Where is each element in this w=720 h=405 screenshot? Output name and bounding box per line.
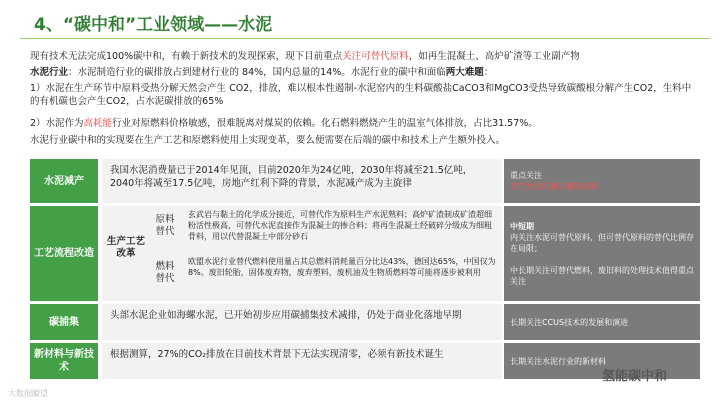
row-label-reduction: 水泥减产 xyxy=(30,159,98,203)
sub-title-process-reform: 生产工艺改革 xyxy=(106,236,145,259)
table-row xyxy=(30,343,700,379)
title-divider xyxy=(20,38,710,39)
paragraph-problem-1: 1）水泥在生产环节中原料受热分解天然会产生 CO2，排放，难以根本性遏制-水泥窑内的生料碳酸盐CaCO3和MgCO3受热导致碳酸根分解产生CO2，生料中的有机碳也会产生CO2，占水泥碳排放的65% xyxy=(30,83,692,107)
paragraph-industry: 水泥行业：水泥制造行业的碳排放占到建材行业的 84%，国内总量的14%。水泥行业的碳中和面临两大难题： xyxy=(30,67,494,78)
row-label-capture: 碳捕集 xyxy=(30,304,98,340)
intro-line-1: 现有技术无法完成100%碳中和，有赖于新技术的发现探索，现下目前重点关注可替代原料，如再生混凝土、高炉矿渣等工业副产物 xyxy=(30,51,580,62)
table-row xyxy=(30,159,700,203)
paragraph-problem-2: 2）水泥作为高耗能行业对原燃料价格敏感，很难脱离对煤炭的依赖。化石燃料燃烧产生的温室气体排放，占比31.57%。 xyxy=(30,118,538,129)
row-focus-process: 中短期 内关注水泥可替代原料，但可替代原料的替代比例存在局限； 中长期关注可替代燃料，废旧料的处理技术值得重点关注 xyxy=(504,206,700,301)
paragraph-conclusion: 水泥行业碳中和的实现要在生产工艺和原燃料使用上实现变革，要么便需要在后端的碳中和技术上产生额外投入。 xyxy=(30,135,506,146)
row-content-process xyxy=(102,206,502,301)
table-row xyxy=(30,206,700,301)
row-focus-new-tech: 长期关注水泥行业的新材料 xyxy=(504,343,700,379)
page-title: 4、“碳中和”工业领域——水泥 xyxy=(34,15,273,35)
row-label-process: 工艺流程改造 xyxy=(30,206,98,301)
fuel-text: 欧盟水泥行业替代燃料使用量占其总燃料消耗量百分比达43%，德国达65%，中国仅为8%。废旧轮胎，固体废弃物，废弃塑料，废机油及生物质燃料等可能将逐步被利用 xyxy=(188,257,496,277)
watermark-left: 大数据瞭望 xyxy=(8,389,48,398)
row-label-new-tech: 新材料与新技术 xyxy=(30,343,98,379)
row-content-reduction: 我国水泥消费量已于2014年见顶，目前2020年为24亿吨，2030年将减至21.5亿吨，2040年将减至17.5亿吨，房地产红利下降的背景，水泥减产成为主旋律 xyxy=(102,159,502,203)
row-focus-reduction: 重点关注 替代水泥的新型建筑材料 xyxy=(504,159,700,203)
row-content-new-tech: 根据测算，27%的CO₂排放在目前技术背景下无法实现清零，必须有新技术诞生 xyxy=(102,343,502,379)
fuel-label: 燃料替代 xyxy=(155,261,175,284)
intro-text xyxy=(30,50,700,63)
raw-material-label: 原料替代 xyxy=(155,214,175,237)
title-bar xyxy=(0,0,720,42)
row-content-capture: 头部水泥企业如海螺水泥，已开始初步应用碳捕集技术减排，仍处于商业化落地早期 xyxy=(102,304,502,340)
row-focus-capture: 长期关注CCUS技术的发展和演进 xyxy=(504,304,700,340)
table-row xyxy=(30,304,700,340)
watermark-right: 氢能碳中和 xyxy=(602,369,668,384)
raw-material-text: 玄武岩与黏土的化学成分接近，可替代作为原料生产水泥熟料；高炉矿渣制成矿渣超细粉活性极高，可替代水泥直接作为混凝土的掺合料；将再生混凝土经破碎分级成为细粗骨料，用以代替混凝土中部分砂石 xyxy=(188,210,492,241)
